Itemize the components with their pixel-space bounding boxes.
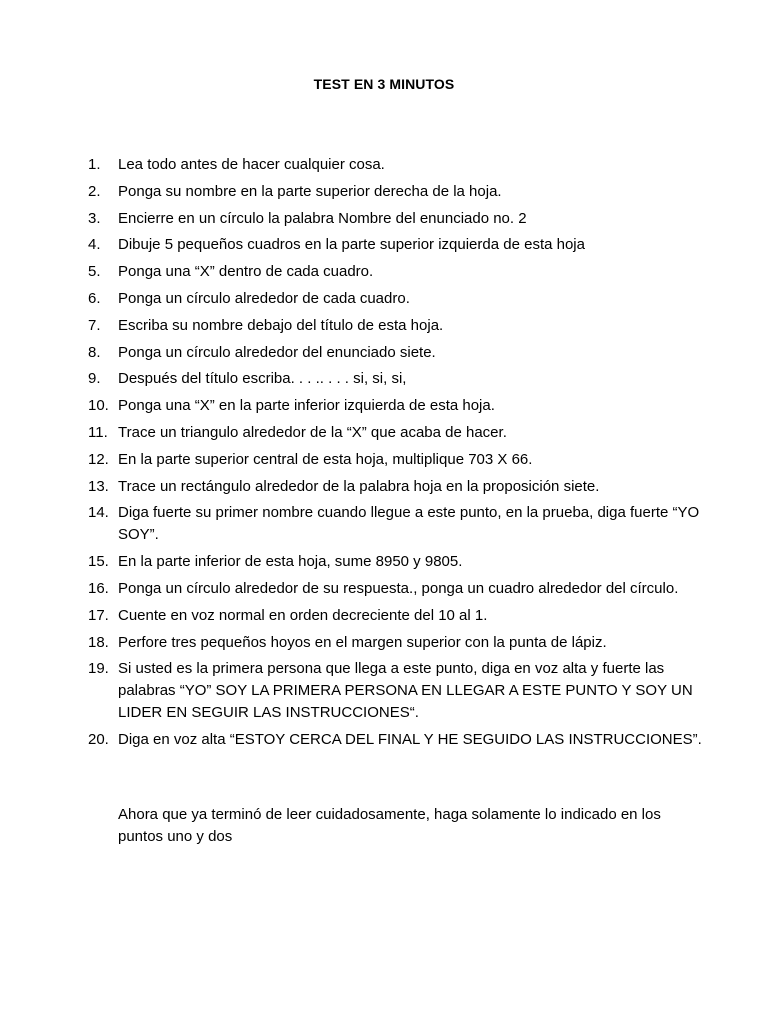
- item-number: 4.: [88, 236, 101, 254]
- item-text: Escriba su nombre debajo del título de esta hoja.: [118, 316, 444, 334]
- list-item: [88, 154, 708, 176]
- list-item: [88, 632, 708, 654]
- item-text: En la parte inferior de esta hoja, sume 8950 y 9805.: [118, 553, 463, 571]
- item-text: Diga en voz alta “ESTOY CERCA DEL FINAL Y HE SEGUIDO LAS INSTRUCCIONES”.: [118, 731, 702, 749]
- item-number: 20.: [88, 731, 109, 749]
- item-number: 6.: [88, 289, 101, 307]
- list-item: [88, 261, 708, 283]
- item-text: Perfore tres pequeños hoyos en el margen superior con la punta de lápiz.: [118, 633, 607, 651]
- list-item: [88, 181, 708, 203]
- item-number: 3.: [88, 209, 101, 227]
- item-number: 12.: [88, 450, 109, 468]
- item-number: 14.: [88, 504, 109, 522]
- item-number: 19.: [88, 660, 109, 678]
- list-item: [88, 658, 708, 724]
- instruction-list: [88, 154, 708, 756]
- item-number: 10.: [88, 397, 109, 415]
- item-text: Trace un triangulo alrededor de la “X” que acaba de hacer.: [118, 423, 507, 441]
- item-number: 13.: [88, 477, 109, 495]
- item-text: Ponga una “X” en la parte inferior izquierda de esta hoja.: [118, 397, 495, 415]
- list-item: [88, 476, 708, 498]
- list-item: [88, 315, 708, 337]
- document-title: TEST EN 3 MINUTOS: [313, 76, 455, 92]
- list-item: [88, 551, 708, 573]
- list-item: [88, 449, 708, 471]
- closing-paragraph: Ahora que ya terminó de leer cuidadosamente, haga solamente lo indicado en los puntos uno y dos: [118, 806, 661, 845]
- list-item: [88, 395, 708, 417]
- item-text: Dibuje 5 pequeños cuadros en la parte superior izquierda de esta hoja: [118, 236, 585, 254]
- item-text: Cuente en voz normal en orden decreciente del 10 al 1.: [118, 606, 488, 624]
- item-number: 2.: [88, 182, 101, 200]
- item-text: Encierre en un círculo la palabra Nombre del enunciado no. 2: [118, 209, 527, 227]
- item-text: Trace un rectángulo alrededor de la palabra hoja en la proposición siete.: [118, 477, 600, 495]
- list-item: [88, 578, 708, 600]
- item-text: Si usted es la primera persona que llega a este punto, diga en voz alta y fuerte las palabras “YO” SOY LA PRIMERA PERSONA EN LLEGAR A ESTE PUNTO Y SOY UN LIDER EN SEGUIR LAS INSTRUCCIONES“.: [118, 660, 693, 722]
- item-text: En la parte superior central de esta hoja, multiplique 703 X 66.: [118, 450, 533, 468]
- item-number: 5.: [88, 263, 101, 281]
- item-number: 17.: [88, 606, 109, 624]
- list-item: [88, 502, 708, 546]
- item-text: Diga fuerte su primer nombre cuando llegue a este punto, en la prueba, diga fuerte “YO SOY”.: [118, 504, 700, 544]
- item-text: Ponga su nombre en la parte superior derecha de la hoja.: [118, 182, 502, 200]
- list-item: [88, 234, 708, 256]
- item-number: 15.: [88, 553, 109, 571]
- item-number: 16.: [88, 579, 109, 597]
- item-text: Después del título escriba. . . .. . . . si, si, si,: [118, 370, 407, 388]
- list-item: [88, 288, 708, 310]
- item-text: Ponga una “X” dentro de cada cuadro.: [118, 263, 374, 281]
- item-number: 11.: [88, 423, 108, 441]
- item-text: Ponga un círculo alrededor de cada cuadro.: [118, 289, 410, 307]
- item-number: 7.: [88, 316, 101, 334]
- list-item: [88, 422, 708, 444]
- list-item: [88, 605, 708, 627]
- list-item: [88, 368, 708, 390]
- list-item: [88, 729, 708, 751]
- item-number: 8.: [88, 343, 101, 361]
- list-item: [88, 208, 708, 230]
- item-text: Ponga un círculo alrededor del enunciado siete.: [118, 343, 436, 361]
- item-text: Lea todo antes de hacer cualquier cosa.: [118, 156, 385, 173]
- list-item: [88, 342, 708, 364]
- item-number: 9.: [88, 370, 101, 388]
- item-text: Ponga un círculo alrededor de su respuesta., ponga un cuadro alrededor del círculo.: [118, 579, 679, 597]
- item-number: 18.: [88, 633, 109, 651]
- item-number: 1.: [88, 156, 101, 173]
